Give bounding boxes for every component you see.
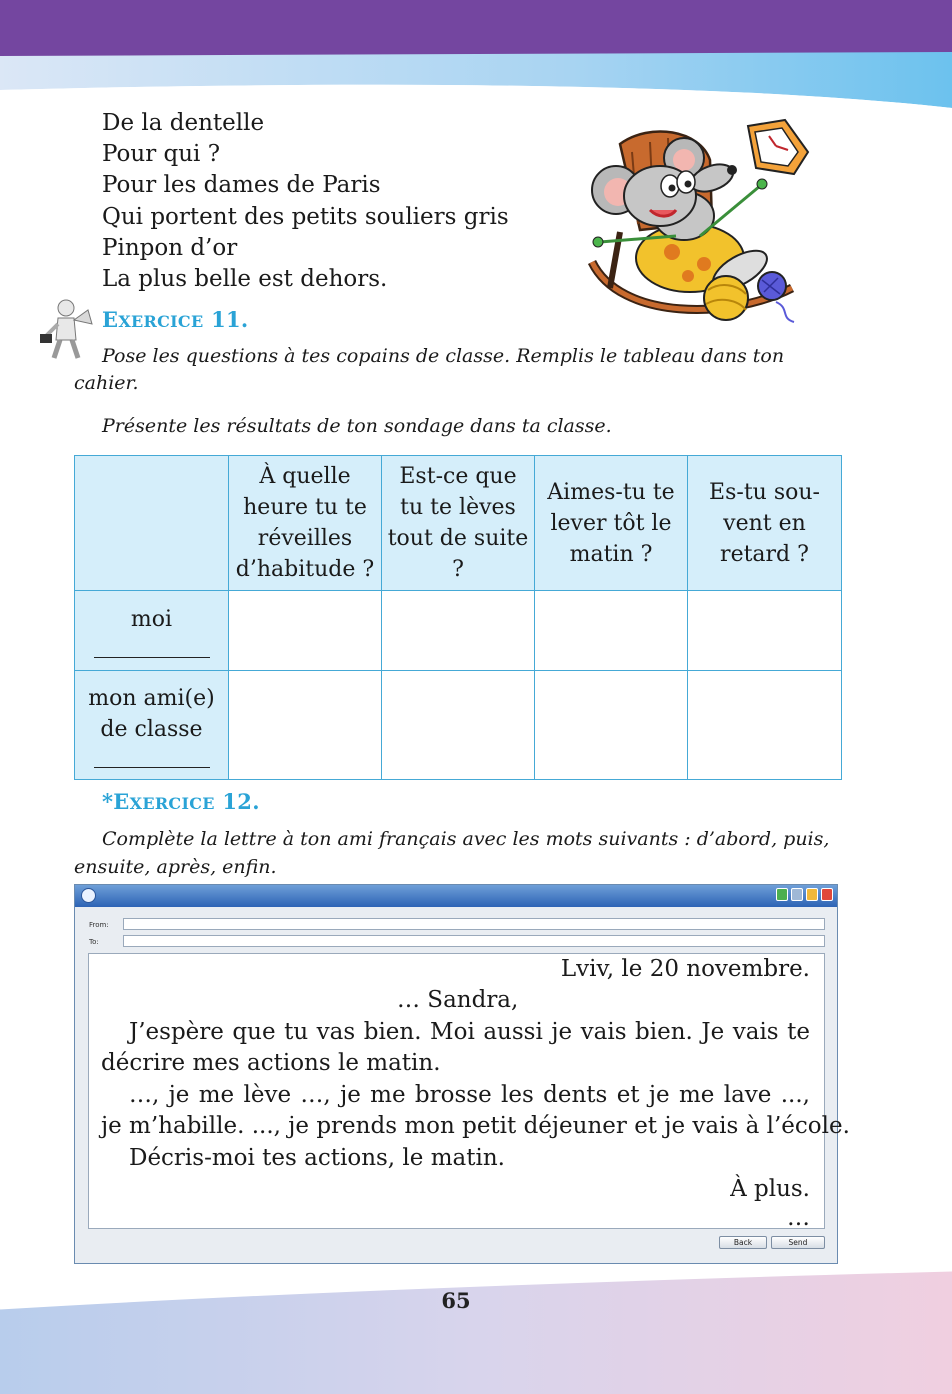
page-number: 65 (441, 1288, 471, 1313)
poem (102, 108, 509, 295)
exercise-11-instruction-2: Présente les résultats de ton sondage dans ta classe. (102, 415, 612, 437)
table-cell (229, 671, 382, 780)
window-titlebar (75, 885, 837, 907)
letter-greeting: … Sandra, (397, 987, 519, 1013)
table-cell (535, 671, 688, 780)
survey-table (74, 455, 842, 780)
letter-date: Lviv, le 20 novembre. (560, 956, 810, 982)
exercise-title-word: XERCICE (118, 312, 204, 331)
exercise-title-number: 12. (222, 789, 260, 814)
table-cell (229, 591, 382, 671)
app-logo-icon (81, 888, 96, 903)
exercise-12-title (102, 789, 260, 814)
exercise-11-instruction: Pose les questions à tes copains de classe. Remplis le tableau dans ton cahier. (74, 345, 785, 394)
letter-line: …, je me lève …, je me brosse les dents et je me lave ..., (129, 1082, 810, 1108)
table-row (75, 591, 842, 671)
minimize-icon[interactable] (806, 888, 818, 901)
table-header-cell: Aimes-tu te lever tôt le matin ? (535, 456, 688, 591)
letter-signature: … (787, 1205, 810, 1231)
table-cell (382, 591, 535, 671)
window-controls (776, 888, 833, 901)
letter-line: Décris-moi tes actions, le matin. (129, 1145, 505, 1171)
exercise-title-number: 11. (211, 307, 249, 332)
poem-line: Qui portent des petits souliers gris (102, 203, 509, 230)
from-field[interactable] (123, 918, 825, 930)
to-field[interactable] (123, 935, 825, 947)
exercise-title-star: * (102, 789, 114, 814)
table-header-cell: Es-tu souvent en retard ? (688, 456, 842, 591)
exercise-11-title (102, 307, 249, 332)
poem-line: De la dentelle (102, 110, 265, 136)
blank-line (94, 635, 210, 658)
row-label: mon ami(e) de classe (88, 685, 215, 742)
blank-line (94, 745, 210, 768)
row-label-cell (75, 591, 229, 671)
poem-line: La plus belle est dehors. (102, 266, 388, 293)
exercise-title-word: XERCICE (129, 794, 215, 813)
row-label: moi (130, 606, 173, 632)
letter-closing: À plus. (730, 1176, 810, 1202)
from-label: From: (89, 921, 109, 929)
exercise-title-initial: E (102, 307, 119, 332)
poem-line: Pour les dames de Paris (102, 172, 381, 199)
exercise-12-instruction: Complète la lettre à ton ami français avec les mots suivants : d’abord, puis, ensuite, après, enfin. (74, 828, 830, 878)
to-label: To: (89, 938, 99, 946)
edit-icon[interactable] (776, 888, 788, 901)
close-icon[interactable] (821, 888, 833, 901)
message-body[interactable] (88, 953, 850, 1231)
header-band (0, 0, 952, 110)
letter-line: je m’habille. ..., je prends mon petit déjeuner et je vais à l’école. (101, 1113, 850, 1139)
poem-line: Pour qui ? (102, 141, 221, 168)
row-label-cell (75, 671, 229, 780)
exercise-title-initial: E (113, 789, 130, 814)
poem-line: Pinpon d’or (102, 234, 238, 261)
letter-line: décrire mes actions le matin. (101, 1050, 441, 1076)
table-cell (382, 671, 535, 780)
table-header-cell: À quelle heure tu te réveilles d’habitude ? (229, 456, 382, 591)
table-header-row (75, 456, 842, 591)
table-header-empty (75, 456, 229, 591)
search-icon[interactable] (791, 888, 803, 901)
clock-icon (748, 120, 808, 174)
table-row (75, 671, 842, 780)
table-cell (535, 591, 688, 671)
letter-line: J’espère que tu vas bien. Moi aussi je vais bien. Je vais te (129, 1019, 810, 1045)
mouse-knitting-illustration (580, 112, 818, 330)
email-window (74, 884, 850, 1264)
table-cell (688, 671, 842, 780)
back-button[interactable]: Back (719, 1236, 767, 1249)
send-button[interactable]: Send (771, 1236, 825, 1249)
table-header-cell: Est-ce que tu te lèves tout de suite ? (382, 456, 535, 591)
table-cell (688, 591, 842, 671)
